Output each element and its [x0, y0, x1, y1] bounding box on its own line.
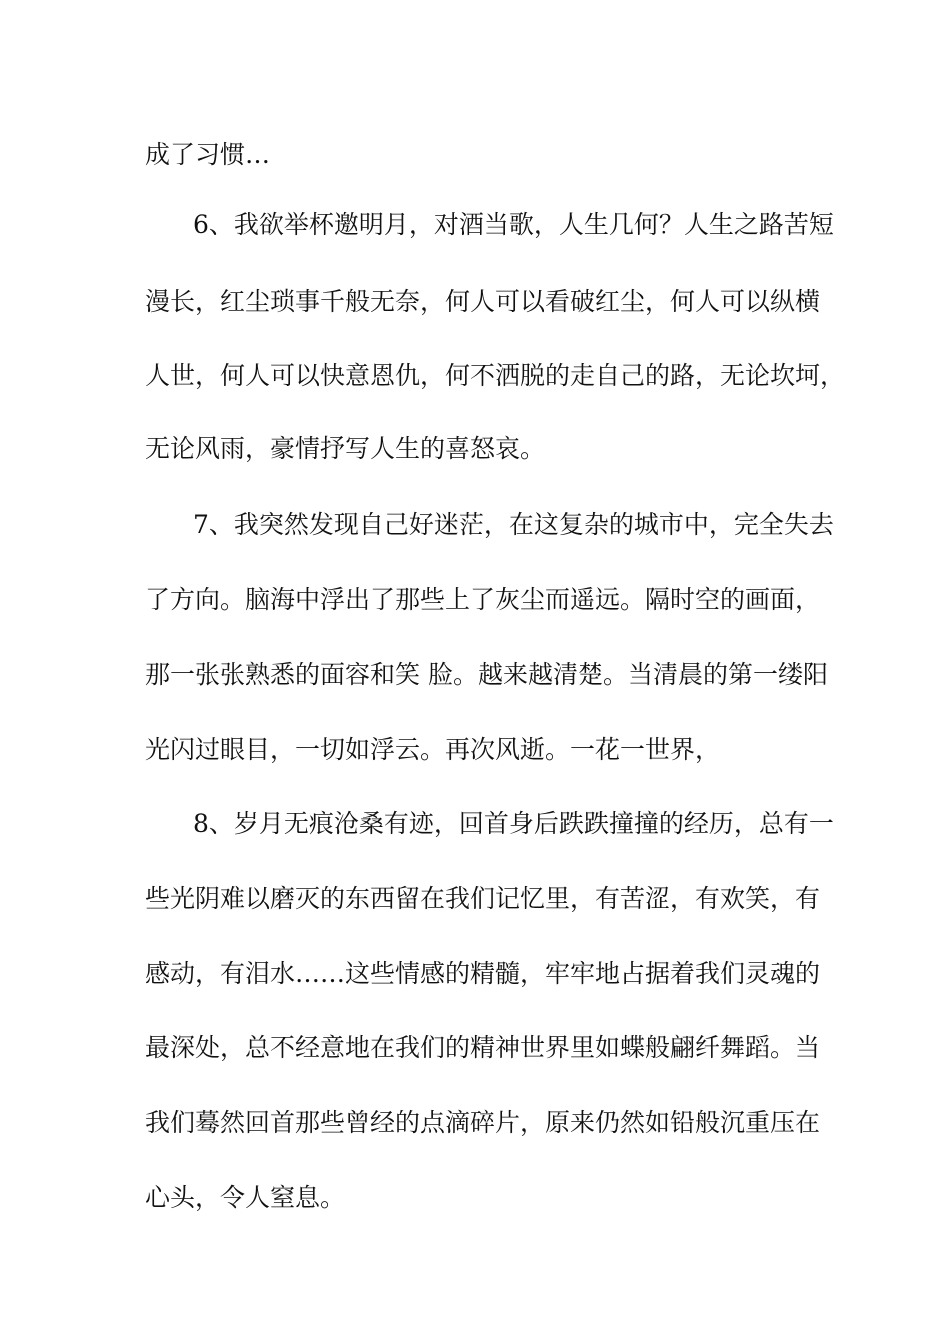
text-line: 了方向。脑海中浮出了那些上了灰尘而遥远。隔时空的画面， [145, 585, 821, 614]
text-line: 些光阴难以磨灭的东西留在我们记忆里，有苦涩，有欢笑，有 [145, 884, 821, 913]
text-line: 我们蓦然回首那些曾经的点滴碎片，原来仍然如铅般沉重压在 [145, 1108, 821, 1137]
text-line: 无论风雨，豪情抒写人生的喜怒哀。 [145, 434, 546, 463]
paragraph-6-start: 6、我欲举杯邀明月，对酒当歌，人生几何？人生之路苦短 [193, 210, 834, 239]
text-line: 最深处，总不经意地在我们的精神世界里如蝶般翩纤舞蹈。当 [145, 1033, 821, 1062]
text-line: 心头，令人窒息。 [145, 1183, 346, 1212]
text-line: 成了习惯… [145, 140, 271, 169]
text-line: 那一张张熟悉的面容和笑 脸。越来越清楚。当清晨的第一缕阳 [145, 660, 828, 689]
text-line: 感动，有泪水……这些情感的精髓，牢牢地占据着我们灵魂的 [145, 959, 821, 988]
paragraph-7-start: 7、我突然发现自己好迷茫，在这复杂的城市中，完全失去 [193, 510, 834, 539]
text-line: 漫长，红尘琐事千般无奈，何人可以看破红尘，何人可以纵横 [145, 287, 821, 316]
paragraph-8-start: 8、岁月无痕沧桑有迹，回首身后跌跌撞撞的经历，总有一 [193, 809, 834, 838]
text-line: 光闪过眼目，一切如浮云。再次风逝。一花一世界， [145, 735, 721, 764]
text-line: 人世，何人可以快意恩仇，何不洒脱的走自己的路，无论坎坷， [145, 361, 846, 390]
